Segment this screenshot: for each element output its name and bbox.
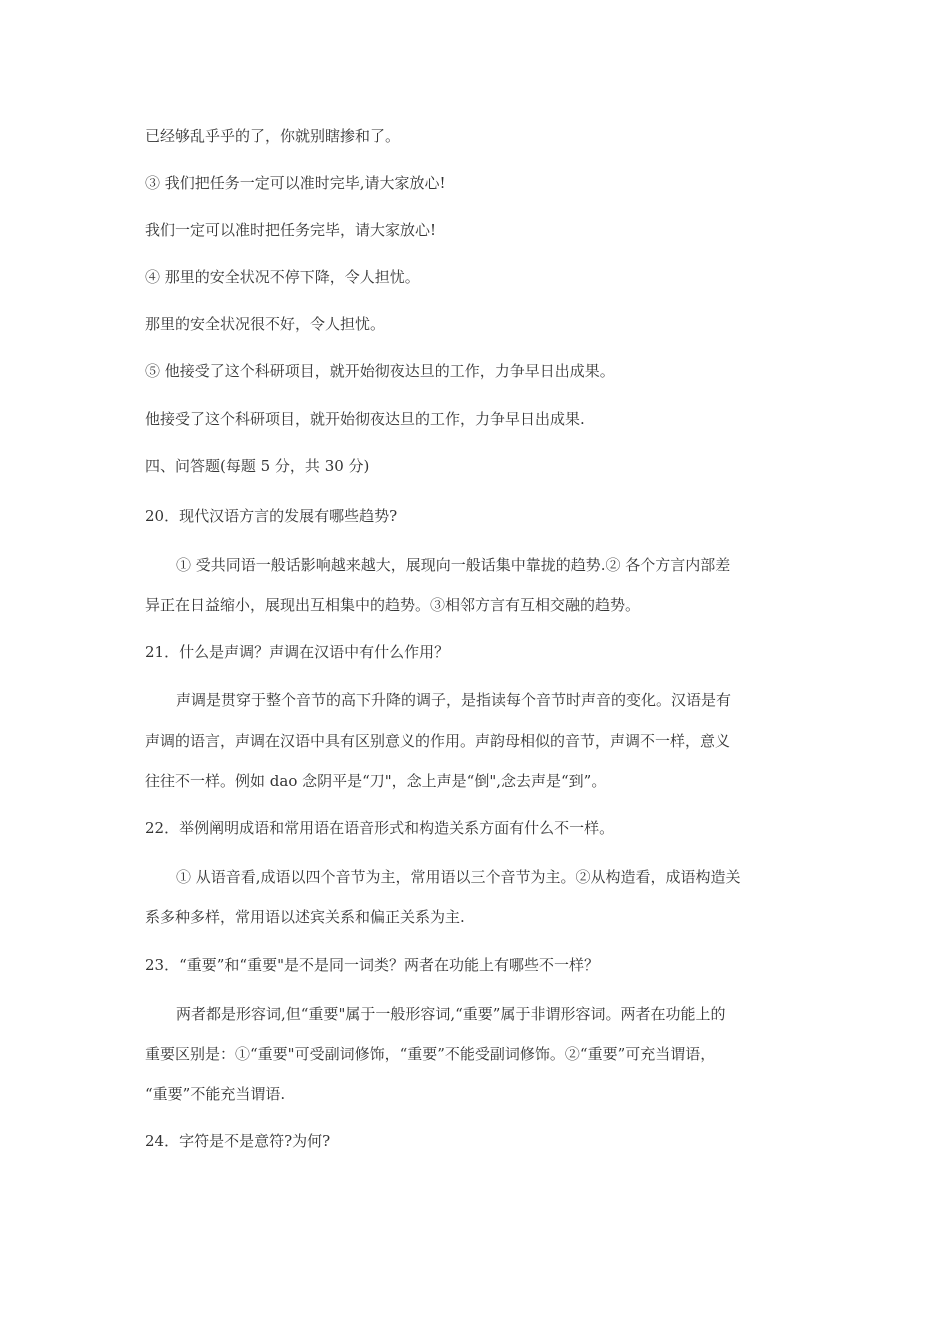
answer-line: 声调的语言，声调在汉语中具有区别意义的作用。声韵母相似的音节，声调不一样，意义 <box>145 732 731 750</box>
answer-line: “重要”不能充当谓语. <box>145 1085 286 1103</box>
question-heading: 24．字符是不是意符?为何? <box>145 1132 331 1150</box>
text-line: ⑤ 他接受了这个科研项目，就开始彻夜达旦的工作，力争早日出成果。 <box>145 362 615 380</box>
answer-line: 声调是贯穿于整个音节的高下升降的调子，是指读每个音节时声音的变化。汉语是有 <box>176 691 732 709</box>
text-line: 已经够乱乎乎的了，你就别瞎掺和了。 <box>145 127 401 145</box>
answer-line: 系多种多样，常用语以述宾关系和偏正关系为主. <box>145 908 465 926</box>
text-line: 那里的安全状况很不好，令人担忧。 <box>145 315 386 333</box>
text-line: ④ 那里的安全状况不停下降，令人担忧。 <box>145 268 420 286</box>
question-heading: 22．举例阐明成语和常用语在语音形式和构造关系方面有什么不一样。 <box>145 819 615 837</box>
question-heading: 20．现代汉语方言的发展有哪些趋势? <box>145 507 398 525</box>
answer-line: ① 从语音看,成语以四个音节为主，常用语以三个音节为主。②从构造看，成语构造关 <box>176 868 741 886</box>
question-heading: 21．什么是声调？声调在汉语中有什么作用？ <box>145 643 450 661</box>
answer-line: 往往不一样。例如 dao 念阴平是“刀"，念上声是“倒",念去声是“到”。 <box>145 772 607 790</box>
section-heading: 四、问答题(每题 5 分，共 30 分) <box>145 457 370 475</box>
text-line: ③ 我们把任务一定可以准时完毕,请大家放心! <box>145 174 446 192</box>
answer-line: 两者都是形容词,但“重要"属于一般形容词,“重要”属于非谓形容词。两者在功能上的 <box>176 1005 726 1023</box>
text-line: 他接受了这个科研项目，就开始彻夜达旦的工作，力争早日出成果. <box>145 410 585 428</box>
answer-line: 重要区别是：①“重要"可受副词修饰，“重要”不能受副词修饰。②“重要”可充当谓语， <box>145 1045 716 1063</box>
question-heading: 23．“重要”和“重要"是不是同一词类？两者在功能上有哪些不一样？ <box>145 956 599 974</box>
answer-line: ① 受共同语一般话影响越来越大，展现向一般话集中靠拢的趋势.② 各个方言内部差 <box>176 556 731 574</box>
text-line: 我们一定可以准时把任务完毕，请大家放心! <box>145 221 437 239</box>
answer-line: 异正在日益缩小，展现出互相集中的趋势。③相邻方言有互相交融的趋势。 <box>145 596 641 614</box>
